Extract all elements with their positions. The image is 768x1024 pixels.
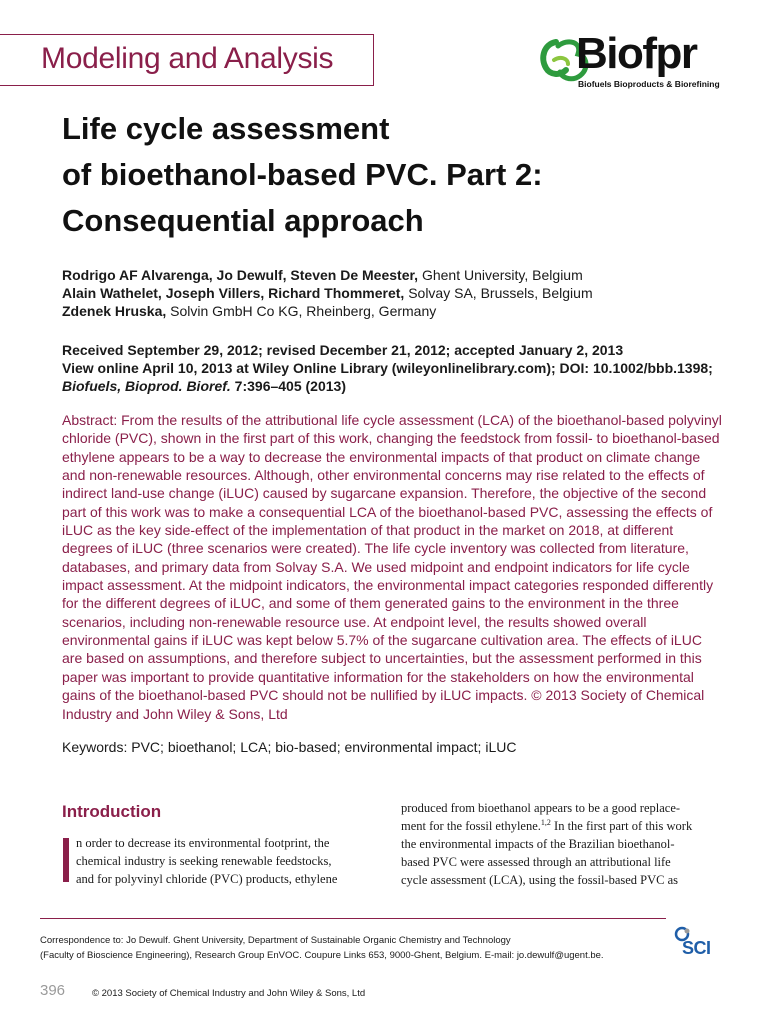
author-names: Alain Wathelet, Joseph Villers, Richard Thommeret, <box>62 285 405 301</box>
page-number: 396 <box>40 982 66 999</box>
correspondence-line: (Faculty of Bioscience Engineering), Research Group EnVOC. Coupure Links 653, 9000-Ghent, Belgium. E-mail: jo.dewulf@ugent.be. <box>40 950 604 961</box>
body-line: cycle assessment (LCA), using the fossil-based PVC as <box>401 873 679 887</box>
body-line <box>401 817 721 835</box>
author-names: Rodrigo AF Alvarenga, Jo Dewulf, Steven De Meester, <box>62 267 419 283</box>
body-text-column-right <box>401 799 721 889</box>
body-line: and for polyvinyl chloride (PVC) products, ethylene <box>76 872 338 886</box>
section-label: Modeling and Analysis <box>41 42 334 75</box>
author-list <box>62 266 722 320</box>
body-line-text: ment for the fossil ethylene. <box>401 819 541 833</box>
publication-online: View online April 10, 2013 at Wiley Online Library (wileyonlinelibrary.com); DOI: 10.1002/bbb.1398; <box>62 360 713 376</box>
body-line: chemical industry is seeking renewable feedstocks, <box>76 854 332 868</box>
body-line: based PVC were assessed through an attributional life <box>401 855 671 869</box>
correspondence-note <box>40 933 680 963</box>
footer-copyright: © 2013 Society of Chemical Industry and John Wiley & Sons, Ltd <box>92 988 366 999</box>
journal-name: Biofuels, Bioprod. Bioref. <box>62 378 231 394</box>
title-line: of bioethanol-based PVC. Part 2: <box>62 157 543 192</box>
journal-logo-text: Biofpr <box>576 29 697 78</box>
section-heading-introduction: Introduction <box>62 802 162 821</box>
journal-volume-pages: 7:396–405 (2013) <box>230 378 346 394</box>
title-line: Life cycle assessment <box>62 111 390 146</box>
keywords: Keywords: PVC; bioethanol; LCA; bio-based; environmental impact; iLUC <box>62 739 517 755</box>
body-line: n order to decrease its environmental footprint, the <box>76 836 330 850</box>
author-affiliation: Solvay SA, Brussels, Belgium <box>404 285 593 301</box>
publication-dates: Received September 29, 2012; revised December 21, 2012; accepted January 2, 2013 <box>62 342 624 358</box>
correspondence-line: Correspondence to: Jo Dewulf. Ghent University, Department of Sustainable Organic Chemistry and Technology <box>40 935 511 946</box>
paper-title <box>62 106 702 244</box>
body-line: produced from bioethanol appears to be a good replace- <box>401 801 681 815</box>
author-group <box>62 302 722 320</box>
body-text-column-left <box>76 834 366 888</box>
author-names: Zdenek Hruska, <box>62 303 167 319</box>
author-group <box>62 266 722 284</box>
body-line-text: In the first part of this work <box>550 819 693 833</box>
citation-superscript: 1,2 <box>540 817 551 827</box>
footer-divider <box>40 918 666 919</box>
body-line: the environmental impacts of the Brazilian bioethanol- <box>401 837 675 851</box>
drop-cap <box>63 838 69 882</box>
sci-logo-text: SCI <box>682 938 711 958</box>
author-affiliation: Ghent University, Belgium <box>418 267 583 283</box>
publication-info <box>62 341 742 395</box>
author-group <box>62 284 722 302</box>
journal-reference <box>62 377 742 395</box>
title-line: Consequential approach <box>62 203 424 238</box>
journal-logo-tagline: Biofuels Bioproducts & Biorefining <box>578 79 720 89</box>
author-affiliation: Solvin GmbH Co KG, Rheinberg, Germany <box>166 303 437 319</box>
abstract: Abstract: From the results of the attributional life cycle assessment (LCA) of the bioethanol-based polyvinyl chloride (PVC), shown in the first part of this work, changing the feedstock from fossil- to bioethanol-based ethylene appears to be a way to decrease the environmental impacts of that product on climate change and non-renewable resources. Although, other environmental concerns may rise related to the effects of indirect land-use change (iLUC) caused by sugarcane expansion. Therefore, the objective of the second part of this work was to make a consequential LCA of the bioethanol-based PVC, assessing the effects of iLUC as the key side-effect of the implementation of that product in the market on 2018, at different degrees of iLUC (three scenarios were created). The life cycle inventory was collected from literature, databases, and primary data from Solvay S.A. We used midpoint and endpoint indicators for life cycle impact assessment. At the midpoint indicators, the environmental impact categories responded differently for the different degrees of iLUC, and some of them generated gains to the environment in the three scenarios, including non-renewable resource use. At endpoint level, the results showed overall environmental gains if iLUC was kept below 5.7% of the sugarcane cultivation area. The effects of iLUC are based on assumptions, and therefore subject to uncertainties, but the assessment performed in this paper was important to provide quantitative information for the stakeholders on how the environmental gains of the bioethanol-based PVC should not be nullified by iLUC impacts. © 2013 Society of Chemical Industry and John Wiley & Sons, Ltd <box>62 412 722 722</box>
